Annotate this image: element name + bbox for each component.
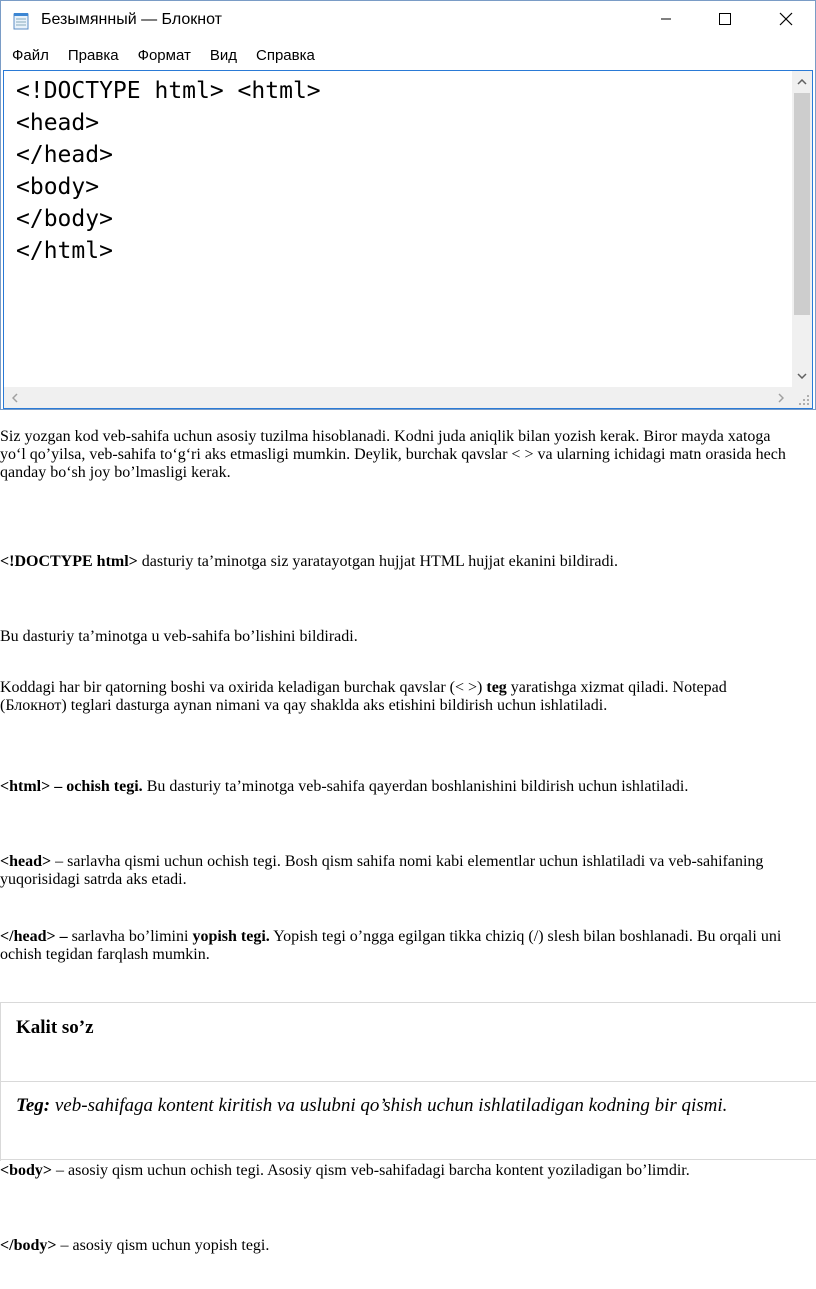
closing-tag-term: yopish tegi. [192,928,270,945]
tags-term: teg [486,679,507,696]
paragraph-body-close-tag [0,1237,816,1255]
tags-text-a: Koddagi har bir qatorning boshi va oxirida keladigan burchak qavslar (< >) [0,679,487,696]
body-close-tag: </body> [0,1237,57,1254]
notepad-icon [13,12,30,30]
paragraph-body-tag [0,1162,816,1180]
horizontal-scrollbar[interactable] [4,387,792,408]
editor-content[interactable] [16,75,321,267]
body-tag-text: – asosiy qism uchun ochish tegi. Asosiy qism veb-sahifadagi barcha kontent yoziladigan bo’limdir. [52,1162,690,1179]
keyword-box-header [0,1003,816,1082]
editor-line: <head> [16,110,100,136]
body-close-text: – asosiy qism uchun yopish tegi. [56,1237,270,1254]
scroll-right-icon[interactable] [772,387,790,408]
menu-format-label: Формат [137,47,191,64]
paragraph-intro: Siz yozgan kod veb-sahifa uchun asosiy tuzilma hisoblanadi. Kodni juda aniqlik bilan yozish kerak. Biror mayda xatoga yo‘l qo’yilsa, veb-sahifa to‘g‘ri aks etmasligi mumkin. Deylik, burchak qavslar < > va ularning ichidagi matn orasida hech qanday bo‘sh joy bo’lmasligi kerak. [0,428,786,481]
menu-view[interactable] [200,43,246,69]
notepad-window [0,0,816,410]
maximize-icon [718,12,732,31]
menu-file-label: Файл [12,47,49,64]
tags-text-b: yaratishga xizmat qiladi. Notepad (Блокнот) teglari dasturga aynan nimani va qay shaklda aks etishini bildirish uchun ishlatiladi. [0,679,727,714]
menu-format[interactable] [128,43,200,69]
close-icon [779,12,793,31]
paragraph-html-tag [0,778,816,796]
paragraph-webpage: Bu dasturiy ta’minotga u veb-sahifa bo’lishini bildiradi. [0,628,358,645]
doctype-tag: <!DOCTYPE html> [0,553,138,570]
maximize-button[interactable] [696,1,754,41]
text-editor[interactable] [3,70,813,409]
editor-line: <body> [16,174,100,200]
head-tag-text: – sarlavha qismi uchun ochish tegi. Bosh qism sahifa nomi kabi elementlar uchun ishlatiladi va veb-sahifaning yuqorisidagi satrda aks etadi. [0,853,764,888]
editor-line: <!DOCTYPE html> <html> [16,78,321,104]
paragraph-head-tag [0,853,816,889]
editor-line: </html> [16,238,113,264]
keyword-definition [16,1095,727,1117]
head-tag: <head> [0,853,52,870]
head-close-text-a: sarlavha bo’limini [67,928,193,945]
keyword-def-text: veb-sahifaga kontent kiritish va uslubni qo’shish uchun ishlatiladigan kodning bir qismi. [50,1095,728,1116]
scroll-left-icon[interactable] [6,387,24,408]
menu-view-label: Вид [209,47,237,64]
menu-edit-label: Правка [67,47,119,64]
scroll-down-icon[interactable] [792,367,812,385]
menu-help-label: Справка [256,47,315,64]
scroll-up-icon[interactable] [792,73,812,91]
body-tag: <body> [0,1162,53,1179]
vertical-scrollbar[interactable] [792,71,812,387]
paragraph-head-close-tag [0,928,816,964]
minimize-button[interactable] [637,1,695,41]
doctype-text: dasturiy ta’minotga siz yaratayotgan hujjat HTML hujjat ekanini bildiradi. [137,553,618,570]
paragraph-tags [0,679,816,715]
menu-file[interactable] [1,43,58,69]
keyword-term: Teg: [16,1095,51,1116]
editor-line: </head> [16,142,113,168]
keyword-title: Kalit so’z [16,1017,94,1038]
head-close-text-b: Yopish tegi o’ngga egilgan tikka chiziq (/) slesh bilan boshlanadi. Bu orqali uni ochish tegidan farqlash mumkin. [0,928,782,963]
window-title: Безымянный — Блокнот [41,11,222,28]
close-button[interactable] [757,1,815,41]
paragraph-doctype [0,553,816,571]
html-tag-text: Bu dasturiy ta’minotga veb-sahifa qayerdan boshlanishini bildirish uchun ishlatiladi. [142,778,689,795]
resize-grip-icon[interactable] [792,387,812,408]
keyword-box [0,1002,816,1160]
vertical-scroll-thumb[interactable] [794,93,810,315]
head-close-tag: </head> – [0,928,68,945]
title-bar[interactable] [1,1,815,41]
html-tag: <html> – ochish tegi. [0,778,143,795]
menu-bar [1,43,324,69]
menu-help[interactable] [246,43,324,69]
minimize-icon [660,12,672,30]
menu-edit[interactable] [58,43,128,69]
editor-line: </body> [16,206,113,232]
